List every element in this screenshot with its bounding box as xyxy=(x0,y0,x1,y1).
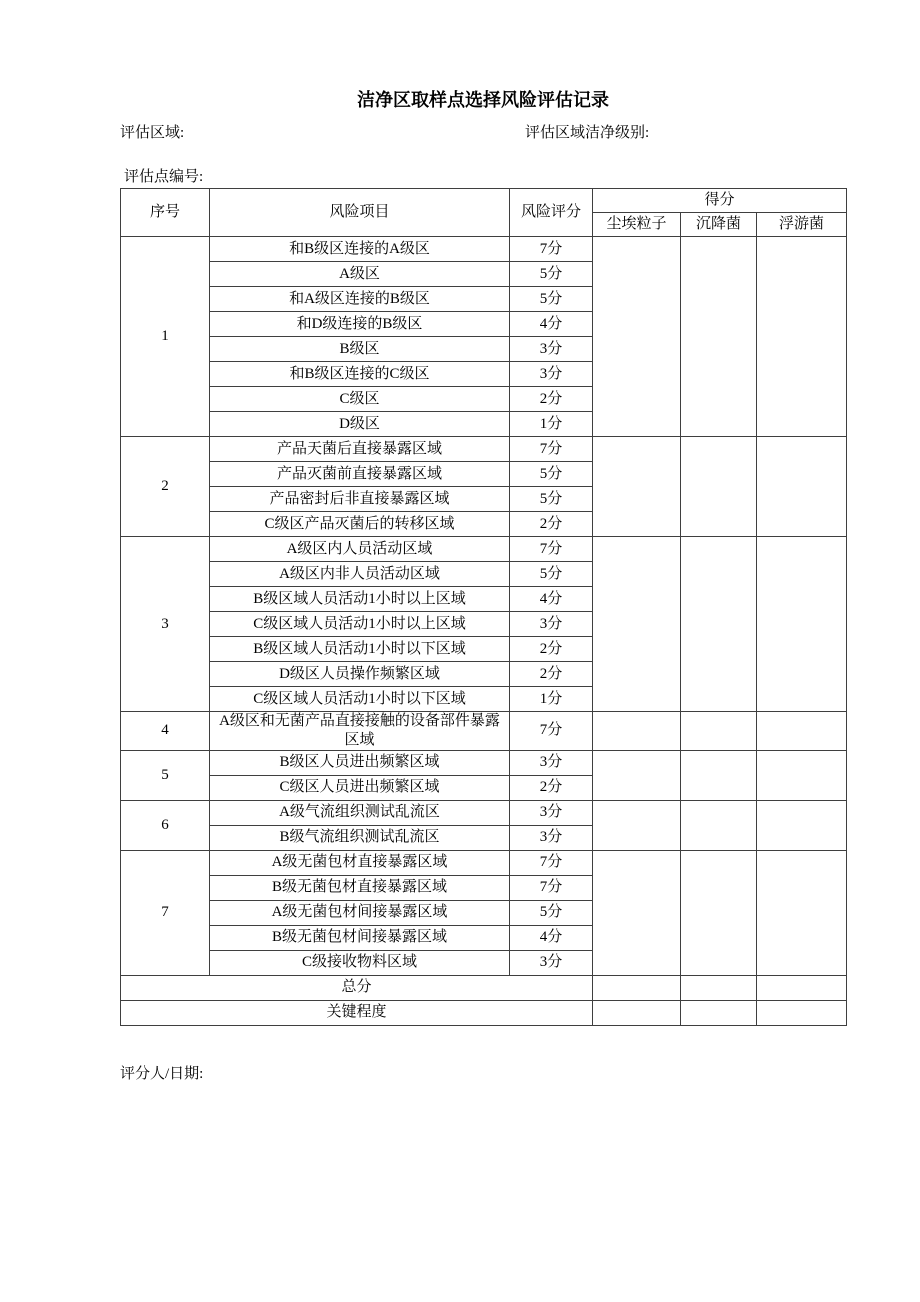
risk-score-cell: 2分 xyxy=(510,512,593,537)
risk-item-cell: A级无菌包材间接暴露区域 xyxy=(210,900,510,925)
risk-score-cell: 1分 xyxy=(510,687,593,712)
table-row xyxy=(121,850,847,875)
risk-score-cell: 7分 xyxy=(510,875,593,900)
risk-score-cell: 1分 xyxy=(510,412,593,437)
risk-item-cell: D级区 xyxy=(210,412,510,437)
seq-cell: 2 xyxy=(121,437,210,537)
fill-cell-col-1[interactable] xyxy=(681,537,757,712)
risk-score-cell: 5分 xyxy=(510,287,593,312)
table-row xyxy=(121,750,847,775)
fill-cell-col-2[interactable] xyxy=(757,800,847,850)
table-row xyxy=(121,712,847,751)
seq-cell: 7 xyxy=(121,850,210,975)
risk-item-cell: C级区人员进出频繁区域 xyxy=(210,775,510,800)
risk-score-cell: 7分 xyxy=(510,537,593,562)
risk-item-cell: A级气流组织测试乱流区 xyxy=(210,800,510,825)
fill-cell-col-2[interactable] xyxy=(757,975,847,1000)
risk-item-cell: 和D级连接的B级区 xyxy=(210,312,510,337)
fill-cell-col-1[interactable] xyxy=(681,800,757,850)
risk-item-cell: B级气流组织测试乱流区 xyxy=(210,825,510,850)
risk-item-cell: 产品密封后非直接暴露区域 xyxy=(210,487,510,512)
footer-label-cell: 关键程度 xyxy=(121,1000,593,1025)
fill-cell-col-0[interactable] xyxy=(593,750,681,800)
risk-item-cell: B级区域人员活动1小时以上区域 xyxy=(210,587,510,612)
fill-cell-col-2[interactable] xyxy=(757,750,847,800)
subheader-col-2: 浮游菌 xyxy=(757,213,847,237)
risk-score-cell: 5分 xyxy=(510,900,593,925)
risk-score-cell: 7分 xyxy=(510,437,593,462)
risk-item-cell: 和A级区连接的B级区 xyxy=(210,287,510,312)
fill-cell-col-1[interactable] xyxy=(681,850,757,975)
risk-table-head xyxy=(121,189,847,237)
risk-item-cell: B级无菌包材间接暴露区域 xyxy=(210,925,510,950)
fill-cell-col-0[interactable] xyxy=(593,850,681,975)
fill-cell-col-2[interactable] xyxy=(757,237,847,437)
risk-score-cell: 5分 xyxy=(510,487,593,512)
subheader-col-1: 沉降菌 xyxy=(681,213,757,237)
risk-item-cell: 产品天菌后直接暴露区域 xyxy=(210,437,510,462)
risk-item-cell: 和B级区连接的A级区 xyxy=(210,237,510,262)
risk-item-cell: C级区 xyxy=(210,387,510,412)
fill-cell-col-2[interactable] xyxy=(757,437,847,537)
risk-score-cell: 7分 xyxy=(510,850,593,875)
seq-cell: 4 xyxy=(121,712,210,751)
seq-cell: 5 xyxy=(121,750,210,800)
footer-row xyxy=(121,975,847,1000)
risk-item-cell: B级区 xyxy=(210,337,510,362)
fill-cell-col-2[interactable] xyxy=(757,850,847,975)
risk-item-cell: B级区人员进出频繁区域 xyxy=(210,750,510,775)
header-row xyxy=(121,189,847,213)
risk-score-cell: 4分 xyxy=(510,925,593,950)
assessment-point-number-label: 评估点编号: xyxy=(124,169,204,185)
table-row xyxy=(121,537,847,562)
fill-cell-col-0[interactable] xyxy=(593,537,681,712)
fill-cell-col-2[interactable] xyxy=(757,537,847,712)
risk-item-cell: B级区域人员活动1小时以下区域 xyxy=(210,637,510,662)
risk-score-cell: 3分 xyxy=(510,337,593,362)
fill-cell-col-1[interactable] xyxy=(681,712,757,751)
risk-score-cell: 2分 xyxy=(510,662,593,687)
risk-score-cell: 5分 xyxy=(510,562,593,587)
table-row xyxy=(121,437,847,462)
risk-score-cell: 3分 xyxy=(510,950,593,975)
table-row xyxy=(121,237,847,262)
risk-item-cell: A级无菌包材直接暴露区域 xyxy=(210,850,510,875)
header-result: 得分 xyxy=(593,189,847,213)
fill-cell-col-0[interactable] xyxy=(593,712,681,751)
fill-cell-col-2[interactable] xyxy=(757,1000,847,1025)
risk-table-body xyxy=(121,237,847,1026)
risk-score-cell: 3分 xyxy=(510,800,593,825)
risk-score-cell: 3分 xyxy=(510,612,593,637)
signer-date-label: 评分人/日期: xyxy=(120,1066,204,1082)
risk-item-cell: A级区内非人员活动区域 xyxy=(210,562,510,587)
risk-score-cell: 3分 xyxy=(510,825,593,850)
risk-score-cell: 2分 xyxy=(510,387,593,412)
risk-score-cell: 4分 xyxy=(510,587,593,612)
fill-cell-col-0[interactable] xyxy=(593,800,681,850)
header-risk-score: 风险评分 xyxy=(510,189,593,237)
risk-score-cell: 5分 xyxy=(510,462,593,487)
footer-label-cell: 总分 xyxy=(121,975,593,1000)
assessment-area-label: 评估区域: xyxy=(120,125,185,141)
risk-item-cell: 和B级区连接的C级区 xyxy=(210,362,510,387)
risk-item-cell: A级区和无菌产品直接接触的设备部件暴露区域 xyxy=(210,712,510,751)
risk-item-cell: C级区域人员活动1小时以上区域 xyxy=(210,612,510,637)
page-title: 洁净区取样点选择风险评估记录 xyxy=(357,90,609,111)
fill-cell-col-0[interactable] xyxy=(593,437,681,537)
fill-cell-col-0[interactable] xyxy=(593,1000,681,1025)
risk-score-cell: 7分 xyxy=(510,237,593,262)
risk-item-cell: C级接收物料区域 xyxy=(210,950,510,975)
risk-table xyxy=(120,188,847,1026)
fill-cell-col-1[interactable] xyxy=(681,437,757,537)
fill-cell-col-1[interactable] xyxy=(681,975,757,1000)
seq-cell: 1 xyxy=(121,237,210,437)
risk-item-cell: 产品灭菌前直接暴露区域 xyxy=(210,462,510,487)
risk-score-cell: 2分 xyxy=(510,775,593,800)
seq-cell: 6 xyxy=(121,800,210,850)
risk-score-cell: 3分 xyxy=(510,750,593,775)
header-seq: 序号 xyxy=(121,189,210,237)
risk-score-cell: 5分 xyxy=(510,262,593,287)
fill-cell-col-1[interactable] xyxy=(681,237,757,437)
fill-cell-col-1[interactable] xyxy=(681,1000,757,1025)
risk-score-cell: 2分 xyxy=(510,637,593,662)
fill-cell-col-2[interactable] xyxy=(757,712,847,751)
risk-score-cell: 4分 xyxy=(510,312,593,337)
risk-item-cell: C级区域人员活动1小时以下区域 xyxy=(210,687,510,712)
clean-level-label: 评估区域洁净级别: xyxy=(525,125,650,141)
risk-item-cell: A级区内人员活动区域 xyxy=(210,537,510,562)
risk-item-cell: D级区人员操作频繁区域 xyxy=(210,662,510,687)
table-row xyxy=(121,800,847,825)
footer-row xyxy=(121,1000,847,1025)
risk-item-cell: B级无菌包材直接暴露区域 xyxy=(210,875,510,900)
risk-score-cell: 7分 xyxy=(510,712,593,751)
risk-score-cell: 3分 xyxy=(510,362,593,387)
header-risk-item: 风险项目 xyxy=(210,189,510,237)
risk-item-cell: C级区产品灭菌后的转移区域 xyxy=(210,512,510,537)
seq-cell: 3 xyxy=(121,537,210,712)
fill-cell-col-0[interactable] xyxy=(593,237,681,437)
risk-item-cell: A级区 xyxy=(210,262,510,287)
fill-cell-col-0[interactable] xyxy=(593,975,681,1000)
subheader-col-0: 尘埃粒子 xyxy=(593,213,681,237)
fill-cell-col-1[interactable] xyxy=(681,750,757,800)
